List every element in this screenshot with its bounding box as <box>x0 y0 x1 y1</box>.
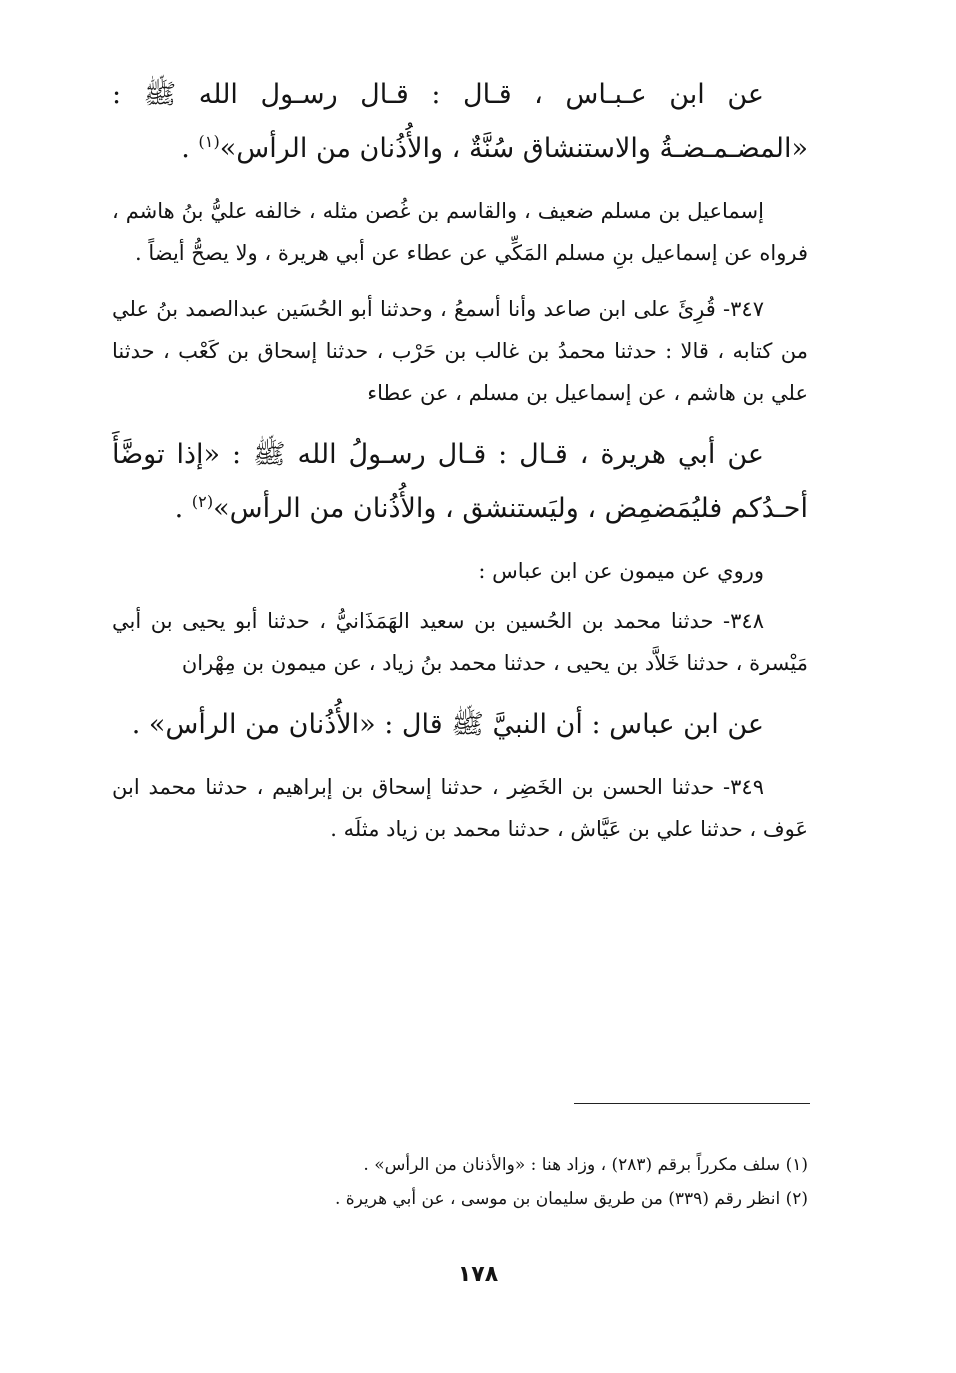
isnad-paragraph-348: ٣٤٨- حدثنا محمد بن الحُسين بن سعيد الهَمَذَانيُّ ، حدثنا أبو يحيى بن أبي مَيْسرة ، حدثنا خَلاَّد بن يحيى ، حدثنا محمد بنُ زياد ، عن ميمون بن مِهْران <box>112 609 808 675</box>
isnad-paragraph-349: ٣٤٩- حدثنا الحسن بن الخَضِر ، حدثنا إسحاق بن إبراهيم ، حدثنا محمد ابن عَوف ، حدثنا علي بن عَيَّاش ، حدثنا محمد بن زياد مثلَه . <box>112 775 808 841</box>
footnote-separator <box>574 1103 810 1104</box>
sentence-end: . <box>181 133 199 164</box>
footnote-ref-1: (١) <box>198 132 220 151</box>
hadith-paragraph-3: عن ابن عباس : أن النبيَّ ﷺ قال : «الأُذُنان من الرأس» . <box>131 709 764 740</box>
footnote-2: (٢) انظر رقم (٣٣٩) من طريق سليمان بن موسى ، عن أبي هريرة . <box>334 1189 808 1209</box>
narration-note: وروي عن ميمون عن ابن عباس : <box>478 559 764 583</box>
isnad-paragraph-347: ٣٤٧- قُرِئَ على ابن صاعد وأنا أسمعُ ، وحدثنا أبو الحُسَين عبدالصمد بنُ علي من كتابه ، قالا : حدثنا محمدُ بن غالب بن حَرْب ، حدثنا إسحاق بن كَعْب ، حدثنا علي بن هاشم ، عن إسماعيل بن مسلم ، عن عطاء <box>112 297 808 405</box>
footnote-1: (١) سلف مكرراً برقم (٢٨٣) ، وزاد هنا : «والأذنان من الرأس» . <box>363 1155 808 1175</box>
hadith-paragraph-1 <box>112 68 808 176</box>
footnotes <box>112 1148 808 1216</box>
hadith-text: عن أبي هريرة ، قـال : قـال رسـولُ الله ﷺ : «إذا توضَّأَ أحـدُكم فليُمَضمِض ، وليَستنشق ، والأُذُنان من الرأس» <box>112 439 808 524</box>
hadith-text: عن ابن عـبـاس ، قـال : قـال رسـول الله ﷺ : «المضـمـضـةُ والاستنشاق سُنَّةٌ ، والأُذُنان من الرأس» <box>112 79 808 164</box>
hadith-paragraph-2 <box>112 428 808 536</box>
footnote-ref-2: (٢) <box>191 492 214 511</box>
sentence-end: . <box>174 493 192 524</box>
commentary-paragraph-1: إسماعيل بن مسلم ضعيف ، والقاسم بن غُصن مثله ، خالفه عليُّ بنُ هاشم ، فرواه عن إسماعيل بنِ مسلم المَكِّي عن عطاء عن أبي هريرة ، ولا يصحُّ أيضاً . <box>112 199 808 265</box>
page-number: ١٧٨ <box>457 1262 499 1287</box>
page-body <box>112 68 808 864</box>
